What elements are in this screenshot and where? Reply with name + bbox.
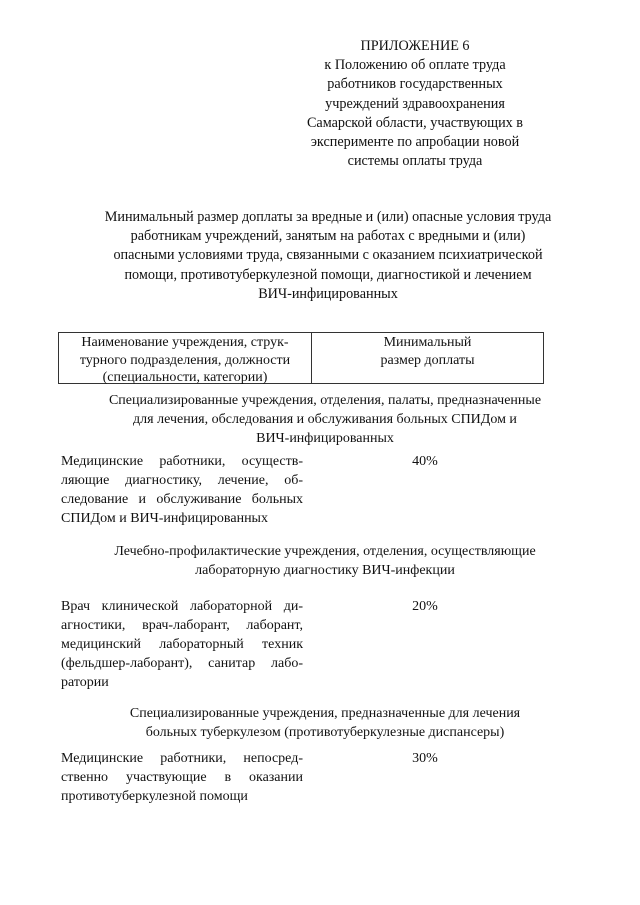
appendix-number: ПРИЛОЖЕНИЕ 6 <box>360 38 470 54</box>
header-value-line: Минимальный <box>383 335 472 350</box>
table-row-value: 30% <box>412 751 438 766</box>
document-title <box>48 208 608 304</box>
row-name-line: Медицинские работники, осуществ- <box>61 454 303 469</box>
section-title-line: лабораторную диагностику ВИЧ-инфекции <box>195 563 455 578</box>
title-line: помощи, противотуберкулезной помощи, диагностикой и лечением <box>124 266 532 283</box>
title-line: опасными условиями труда, связанными с оказанием психиатрической <box>113 247 543 264</box>
header-name-column <box>59 333 312 383</box>
table-row-name <box>61 597 303 692</box>
table-row-name <box>61 452 303 528</box>
appendix-header <box>290 37 540 171</box>
table-row-value: 40% <box>412 454 438 469</box>
section-title-line: для лечения, обследования и обслуживания больных СПИДом и <box>133 412 517 427</box>
row-name-line: противотуберкулезной помощи <box>61 789 248 804</box>
row-name-line: (фельдшер-лаборант), санитар лабо- <box>61 656 303 671</box>
section-title <box>40 542 610 580</box>
appendix-line: к Положению об оплате труда <box>324 57 506 74</box>
section-title-line: Специализированные учреждения, отделения, палаты, предназначенные <box>108 393 542 408</box>
row-name-line: Врач клинической лабораторной ди- <box>61 599 303 614</box>
appendix-line: учреждений здравоохранения <box>325 95 505 112</box>
header-name-line: Наименование учреждения, струк- <box>81 335 289 350</box>
section-title-line: Специализированные учреждения, предназначенные для лечения <box>129 706 521 721</box>
section-title-line: больных туберкулезом (противотуберкулезные диспансеры) <box>145 725 505 740</box>
appendix-line: эксперименте по апробации новой <box>310 134 520 151</box>
appendix-line: работников государственных <box>327 76 503 93</box>
table-row-value: 20% <box>412 599 438 614</box>
row-name-line: ственно участвующие в оказании <box>61 770 303 785</box>
title-line: Минимальный размер доплаты за вредные и (или) опасные условия труда <box>104 209 552 225</box>
table-header <box>58 332 544 384</box>
section-title <box>40 391 610 448</box>
appendix-line: системы оплаты труда <box>347 153 483 170</box>
row-name-line: медицинский лабораторный техник <box>61 637 303 652</box>
appendix-line: Самарской области, участвующих в <box>306 114 524 131</box>
section-title-line: ВИЧ-инфицированных <box>256 431 394 446</box>
row-name-line: агностики, врач-лаборант, лаборант, <box>61 618 303 633</box>
header-name-line: турного подразделения, должности <box>79 352 291 368</box>
section-title-line: Лечебно-профилактические учреждения, отделения, осуществляющие <box>114 544 536 559</box>
row-name-line: ратории <box>61 675 109 690</box>
table-row-name <box>61 749 303 806</box>
row-name-line: следование и обслуживание больных <box>61 492 303 507</box>
row-name-line: ляющие диагностику, лечение, об- <box>61 473 303 488</box>
header-name-line: (специальности, категории) <box>102 370 268 385</box>
title-line: ВИЧ-инфицированных <box>258 285 398 302</box>
title-line: работникам учреждений, занятым на работах с вредными и (или) <box>130 228 526 245</box>
header-value-column <box>312 333 543 383</box>
section-title <box>40 704 610 742</box>
row-name-line: Медицинские работники, непосред- <box>61 751 303 766</box>
header-value-line: размер доплаты <box>380 352 475 368</box>
row-name-line: СПИДом и ВИЧ-инфицированных <box>61 511 268 526</box>
